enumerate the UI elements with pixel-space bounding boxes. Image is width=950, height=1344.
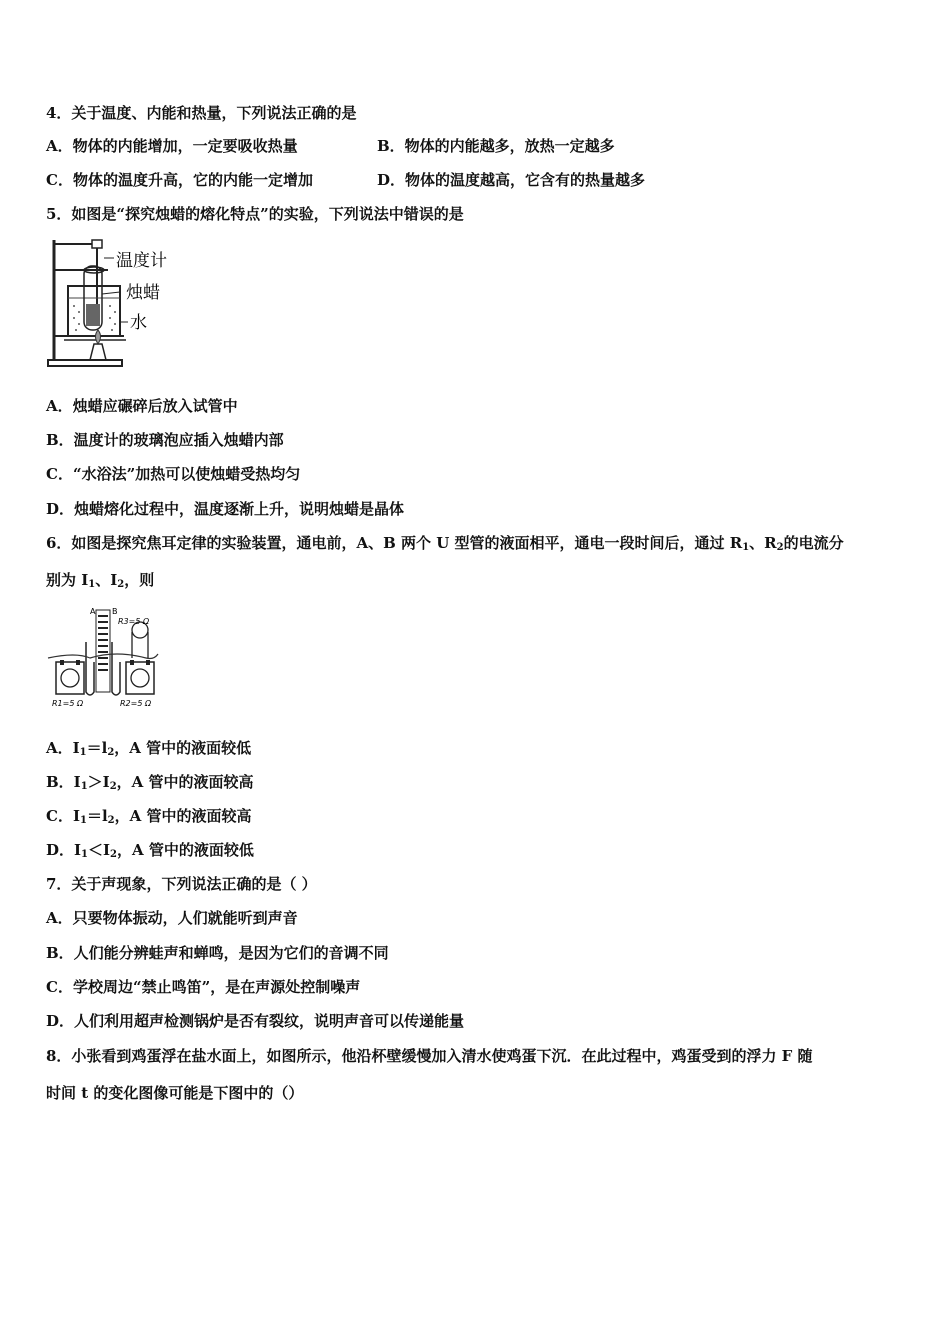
q5-option-c: C．“水浴法”加热可以使烛蜡受热均匀: [46, 465, 301, 483]
joule-law-apparatus-figure: [46, 602, 162, 712]
label-wax: 烛蜡: [126, 283, 160, 303]
q6-option-d: D．$I_1<I_2$，A 管中的液面较低: [46, 841, 254, 860]
q8-stem-line1: 8．小张看到鸡蛋浮在盐水面上，如图所示，他沿杯壁缓慢加入清水使鸡蛋下沉．在此过程中，鸡蛋受到的浮力 F 随: [46, 1047, 813, 1065]
q4-option-a: A．物体的内能增加，一定要吸收热量: [46, 137, 298, 155]
label-tube-b: B: [112, 607, 118, 616]
q6-stem-line2: 别为 $I_1$、$I_2$，则: [46, 571, 155, 590]
q7-option-a: A．只要物体振动，人们就能听到声音: [46, 909, 298, 927]
q5-option-a: A．烛蜡应碾碎后放入试管中: [46, 397, 238, 415]
q7-stem: 7．关于声现象，下列说法正确的是（ ）: [46, 875, 317, 893]
q4-option-d: D．物体的温度越高，它含有的热量越多: [377, 171, 646, 189]
label-tube-a: A: [90, 607, 96, 616]
wax-melting-apparatus-figure: [46, 236, 176, 370]
label-thermometer: 温度计: [116, 251, 167, 271]
q7-option-c: C．学校周边“禁止鸣笛”，是在声源处控制噪声: [46, 978, 361, 996]
q7-option-b: B．人们能分辨蛙声和蝉鸣，是因为它们的音调不同: [46, 944, 389, 962]
q8-stem-line2: 时间 t 的变化图像可能是下图中的（）: [46, 1084, 304, 1102]
q4-stem: 4．关于温度、内能和热量，下列说法正确的是: [46, 104, 357, 122]
label-r1: R1=5 Ω: [52, 699, 84, 708]
q5-stem: 5．如图是“探究烛蜡的熔化特点”的实验，下列说法中错误的是: [46, 205, 464, 223]
label-r2: R2=5 Ω: [120, 699, 152, 708]
q6-stem-line1: 6．如图是探究焦耳定律的实验装置，通电前，A、B 两个 U 型管的液面相平，通电一段时间后，通过 $R_1$、$R_2$的电流分: [46, 534, 844, 553]
label-r3: R3=5 Ω: [118, 617, 150, 626]
q4-option-c: C．物体的温度升高，它的内能一定增加: [46, 171, 313, 189]
q6-option-b: B．$I_1>I_2$，A 管中的液面较高: [46, 773, 254, 792]
q5-option-b: B．温度计的玻璃泡应插入烛蜡内部: [46, 431, 284, 449]
q6-option-c: C．$I_1=l_2$，A 管中的液面较高: [46, 807, 252, 826]
q6-option-a: A．$I_1=l_2$，A 管中的液面较低: [46, 739, 252, 758]
q4-option-b: B．物体的内能越多，放热一定越多: [377, 137, 615, 155]
q7-option-d: D．人们利用超声检测锅炉是否有裂纹，说明声音可以传递能量: [46, 1012, 465, 1030]
q5-option-d: D．烛蜡熔化过程中，温度逐渐上升，说明烛蜡是晶体: [46, 500, 405, 518]
label-water: 水: [130, 313, 147, 333]
